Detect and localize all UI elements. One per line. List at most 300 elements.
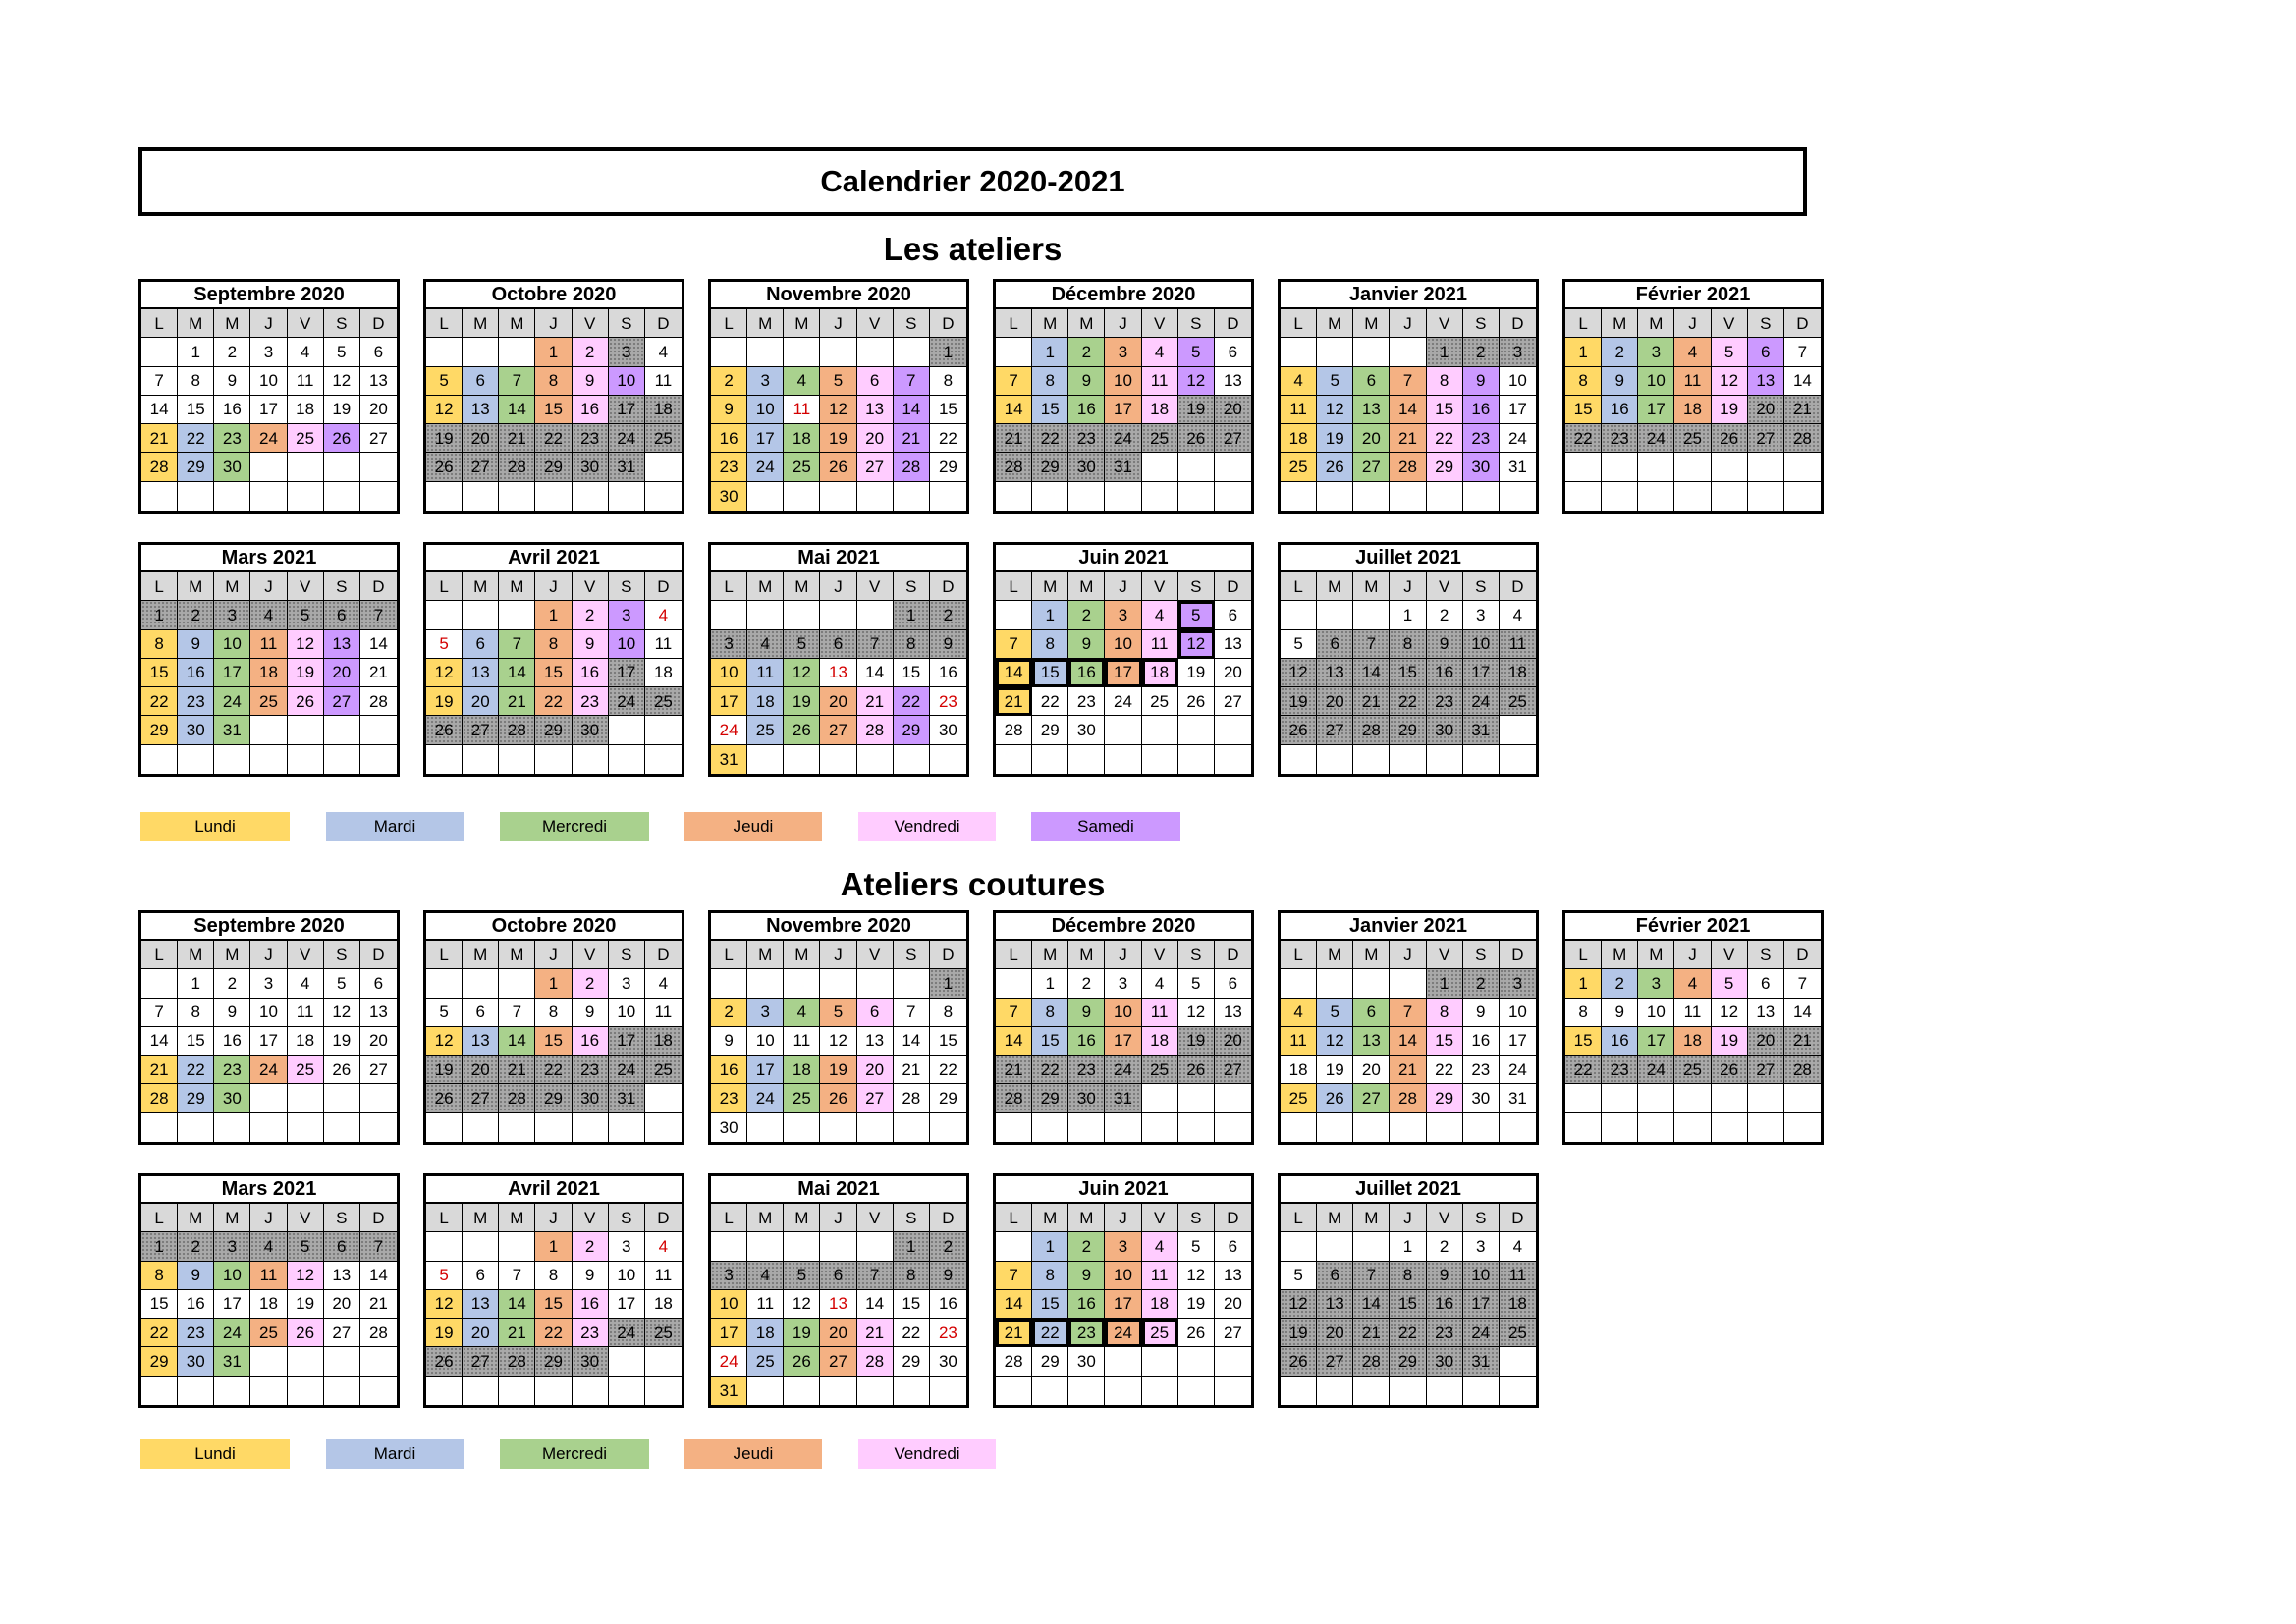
month-calendar xyxy=(993,542,1254,777)
day-cell: 2 xyxy=(573,1232,609,1261)
weekday-header: S xyxy=(324,572,360,601)
day-cell: 4 xyxy=(1281,999,1317,1027)
day-cell: 13 xyxy=(463,1290,499,1319)
day-cell: 2 xyxy=(930,601,966,629)
day-cell: 7 xyxy=(1390,999,1426,1027)
weekday-header: S xyxy=(1463,572,1500,601)
day-cell: 9 xyxy=(1068,630,1105,659)
day-cell: 20 xyxy=(1317,1319,1353,1347)
empty-cell xyxy=(645,1084,682,1112)
weekday-header: D xyxy=(930,1204,966,1232)
day-cell: 6 xyxy=(1317,1262,1353,1290)
empty-cell xyxy=(1500,1113,1536,1142)
day-cell: 10 xyxy=(214,630,250,659)
day-cell: 18 xyxy=(645,659,682,687)
day-cell: 22 xyxy=(535,424,572,453)
empty-cell xyxy=(463,601,499,629)
day-cell: 10 xyxy=(609,1262,645,1290)
empty-cell xyxy=(1500,1347,1536,1376)
weekday-header: D xyxy=(360,941,397,969)
weekday-header: D xyxy=(930,941,966,969)
day-cell: 8 xyxy=(535,999,572,1027)
month-grid xyxy=(141,309,397,511)
day-cell: 25 xyxy=(747,716,784,744)
day-cell: 15 xyxy=(535,659,572,687)
month-grid xyxy=(1565,941,1821,1142)
empty-cell xyxy=(250,716,287,744)
empty-cell xyxy=(1215,453,1251,481)
legend-item-jeudi: Jeudi xyxy=(684,1439,822,1469)
day-cell: 23 xyxy=(1068,1056,1105,1084)
day-cell: 10 xyxy=(1105,630,1141,659)
empty-cell xyxy=(747,1232,784,1261)
day-cell: 14 xyxy=(1353,1290,1390,1319)
day-cell: 15 xyxy=(141,1290,178,1319)
weekday-header: D xyxy=(1500,572,1536,601)
weekday-header: S xyxy=(609,572,645,601)
empty-cell xyxy=(784,969,820,998)
day-cell: 15 xyxy=(1427,396,1463,424)
empty-cell xyxy=(288,1377,324,1405)
day-cell: 30 xyxy=(711,482,747,511)
day-cell: 12 xyxy=(820,1027,856,1056)
day-cell: 28 xyxy=(996,1347,1032,1376)
day-cell: 6 xyxy=(324,601,360,629)
weekday-header: L xyxy=(996,572,1032,601)
day-cell: 6 xyxy=(1215,1232,1251,1261)
day-cell: 26 xyxy=(1281,1347,1317,1376)
day-cell: 28 xyxy=(499,716,535,744)
day-cell: 19 xyxy=(1178,1027,1215,1056)
day-cell: 30 xyxy=(1463,1084,1500,1112)
empty-cell xyxy=(463,1232,499,1261)
day-cell: 13 xyxy=(324,1262,360,1290)
day-cell: 28 xyxy=(141,453,178,481)
day-cell: 3 xyxy=(747,367,784,396)
day-cell: 6 xyxy=(857,367,894,396)
day-cell: 20 xyxy=(1748,396,1784,424)
weekday-header: L xyxy=(1565,941,1602,969)
day-cell: 22 xyxy=(178,1056,214,1084)
weekday-header: M xyxy=(1353,941,1390,969)
day-cell: 20 xyxy=(1317,687,1353,716)
weekday-header: M xyxy=(747,572,784,601)
day-cell: 6 xyxy=(1215,969,1251,998)
day-cell: 24 xyxy=(609,1056,645,1084)
day-cell: 11 xyxy=(645,1262,682,1290)
day-cell: 29 xyxy=(1390,1347,1426,1376)
day-cell: 20 xyxy=(360,396,397,424)
empty-cell xyxy=(288,716,324,744)
empty-cell xyxy=(573,1377,609,1405)
weekday-header: J xyxy=(250,1204,287,1232)
day-cell: 17 xyxy=(609,1027,645,1056)
month-calendar xyxy=(993,910,1254,1145)
empty-cell xyxy=(1390,745,1426,774)
day-cell: 13 xyxy=(820,659,856,687)
empty-cell xyxy=(499,1377,535,1405)
day-cell: 23 xyxy=(178,687,214,716)
month-grid xyxy=(426,1204,682,1405)
day-cell: 11 xyxy=(747,659,784,687)
day-cell: 12 xyxy=(1178,630,1215,659)
day-cell: 4 xyxy=(250,1232,287,1261)
day-cell: 10 xyxy=(747,396,784,424)
day-cell: 12 xyxy=(324,367,360,396)
day-cell: 5 xyxy=(1178,969,1215,998)
day-cell: 6 xyxy=(1215,601,1251,629)
weekday-header: V xyxy=(1427,572,1463,601)
weekday-header: J xyxy=(535,941,572,969)
weekday-header: S xyxy=(894,309,930,338)
empty-cell xyxy=(1178,1347,1215,1376)
day-cell: 30 xyxy=(711,1113,747,1142)
weekday-header: L xyxy=(1281,941,1317,969)
empty-cell xyxy=(250,453,287,481)
day-cell: 3 xyxy=(609,969,645,998)
day-cell: 29 xyxy=(535,453,572,481)
day-cell: 28 xyxy=(1784,424,1821,453)
empty-cell xyxy=(1032,482,1068,511)
empty-cell xyxy=(573,745,609,774)
legend-item-vendredi: Vendredi xyxy=(858,1439,996,1469)
day-cell: 17 xyxy=(1463,1290,1500,1319)
day-cell: 16 xyxy=(930,659,966,687)
day-cell: 10 xyxy=(250,367,287,396)
day-cell: 5 xyxy=(1178,1232,1215,1261)
day-cell: 3 xyxy=(1500,969,1536,998)
day-cell: 3 xyxy=(1105,338,1141,366)
day-cell: 17 xyxy=(1638,396,1674,424)
legend-item-mercredi: Mercredi xyxy=(500,1439,649,1469)
day-cell: 16 xyxy=(573,1290,609,1319)
day-cell: 5 xyxy=(820,367,856,396)
empty-cell xyxy=(360,1113,397,1142)
weekday-header: D xyxy=(360,309,397,338)
day-cell: 8 xyxy=(141,630,178,659)
day-cell: 21 xyxy=(894,1056,930,1084)
day-cell: 25 xyxy=(784,1084,820,1112)
day-cell: 30 xyxy=(1068,716,1105,744)
day-cell: 29 xyxy=(930,453,966,481)
day-cell: 27 xyxy=(463,716,499,744)
empty-cell xyxy=(1712,1113,1748,1142)
day-cell: 25 xyxy=(645,1319,682,1347)
weekday-header: M xyxy=(463,941,499,969)
day-cell: 7 xyxy=(1390,367,1426,396)
day-cell: 20 xyxy=(324,659,360,687)
day-cell: 16 xyxy=(1602,396,1638,424)
day-cell: 15 xyxy=(535,1027,572,1056)
day-cell: 18 xyxy=(747,1319,784,1347)
day-cell: 22 xyxy=(535,1056,572,1084)
day-cell: 6 xyxy=(360,338,397,366)
day-cell: 4 xyxy=(1674,969,1711,998)
day-cell: 30 xyxy=(930,1347,966,1376)
day-cell: 20 xyxy=(820,1319,856,1347)
day-cell: 23 xyxy=(1427,1319,1463,1347)
weekday-header: D xyxy=(1784,309,1821,338)
month-name: Novembre 2020 xyxy=(711,913,966,941)
weekday-header: V xyxy=(1712,941,1748,969)
day-cell: 13 xyxy=(820,1290,856,1319)
day-cell: 13 xyxy=(1353,1027,1390,1056)
day-cell: 26 xyxy=(820,1084,856,1112)
day-cell: 15 xyxy=(1390,659,1426,687)
weekday-header: D xyxy=(1500,1204,1536,1232)
day-cell: 24 xyxy=(250,1056,287,1084)
day-cell: 13 xyxy=(1353,396,1390,424)
day-cell: 19 xyxy=(288,1290,324,1319)
day-cell: 7 xyxy=(857,1262,894,1290)
day-cell: 1 xyxy=(930,969,966,998)
weekday-header: S xyxy=(324,309,360,338)
empty-cell xyxy=(1142,1377,1178,1405)
day-cell: 14 xyxy=(996,1290,1032,1319)
day-cell: 27 xyxy=(857,453,894,481)
day-cell: 8 xyxy=(535,630,572,659)
day-cell: 22 xyxy=(894,1319,930,1347)
empty-cell xyxy=(1712,482,1748,511)
day-cell: 21 xyxy=(857,687,894,716)
month-name: Octobre 2020 xyxy=(426,913,682,941)
day-cell: 31 xyxy=(1500,453,1536,481)
day-cell: 25 xyxy=(1142,687,1178,716)
empty-cell xyxy=(214,482,250,511)
day-cell: 16 xyxy=(1068,659,1105,687)
page-title: Calendrier 2020-2021 xyxy=(138,147,1807,216)
day-cell: 13 xyxy=(1215,999,1251,1027)
day-cell: 31 xyxy=(1500,1084,1536,1112)
day-cell: 4 xyxy=(1674,338,1711,366)
day-cell: 19 xyxy=(1317,1056,1353,1084)
empty-cell xyxy=(711,601,747,629)
legend-item-lundi: Lundi xyxy=(140,812,290,841)
day-cell: 12 xyxy=(820,396,856,424)
weekday-header: S xyxy=(894,572,930,601)
day-cell: 1 xyxy=(930,338,966,366)
empty-cell xyxy=(1317,1377,1353,1405)
day-cell: 18 xyxy=(288,1027,324,1056)
day-cell: 12 xyxy=(1281,659,1317,687)
day-cell: 8 xyxy=(1032,1262,1068,1290)
day-cell: 11 xyxy=(1142,999,1178,1027)
day-cell: 12 xyxy=(426,1027,463,1056)
day-cell: 22 xyxy=(535,1319,572,1347)
empty-cell xyxy=(1317,1113,1353,1142)
weekday-header: M xyxy=(499,572,535,601)
day-cell: 31 xyxy=(711,745,747,774)
month-name: Septembre 2020 xyxy=(141,282,397,309)
month-grid xyxy=(426,309,682,511)
day-cell: 31 xyxy=(214,1347,250,1376)
empty-cell xyxy=(747,1377,784,1405)
empty-cell xyxy=(1390,338,1426,366)
day-cell: 31 xyxy=(609,453,645,481)
day-cell: 12 xyxy=(1178,367,1215,396)
empty-cell xyxy=(324,482,360,511)
day-cell: 5 xyxy=(426,630,463,659)
month-name: Octobre 2020 xyxy=(426,282,682,309)
weekday-header: V xyxy=(1427,309,1463,338)
day-cell: 27 xyxy=(1215,687,1251,716)
empty-cell xyxy=(288,1347,324,1376)
empty-cell xyxy=(645,1377,682,1405)
day-cell: 15 xyxy=(1032,1290,1068,1319)
day-cell: 21 xyxy=(894,424,930,453)
day-cell: 23 xyxy=(573,687,609,716)
day-cell: 1 xyxy=(1565,969,1602,998)
day-cell: 2 xyxy=(1602,338,1638,366)
day-cell: 17 xyxy=(1105,1290,1141,1319)
weekday-header: D xyxy=(360,572,397,601)
empty-cell xyxy=(1748,453,1784,481)
day-cell: 31 xyxy=(214,716,250,744)
weekday-header: J xyxy=(1674,941,1711,969)
empty-cell xyxy=(1353,745,1390,774)
empty-cell xyxy=(1032,1377,1068,1405)
day-cell: 30 xyxy=(1068,1084,1105,1112)
day-cell: 18 xyxy=(1281,1056,1317,1084)
day-cell: 12 xyxy=(1317,1027,1353,1056)
empty-cell xyxy=(288,453,324,481)
day-cell: 24 xyxy=(747,453,784,481)
day-cell: 17 xyxy=(1105,659,1141,687)
empty-cell xyxy=(499,601,535,629)
empty-cell xyxy=(1463,1113,1500,1142)
empty-cell xyxy=(360,1377,397,1405)
day-cell: 1 xyxy=(1032,1232,1068,1261)
day-cell: 4 xyxy=(1281,367,1317,396)
day-cell: 16 xyxy=(1068,1290,1105,1319)
day-cell: 15 xyxy=(1032,1027,1068,1056)
month-grid xyxy=(996,309,1251,511)
day-cell: 28 xyxy=(499,1347,535,1376)
weekday-header: S xyxy=(1463,1204,1500,1232)
day-cell: 11 xyxy=(1674,999,1711,1027)
weekday-header: V xyxy=(1427,941,1463,969)
day-cell: 10 xyxy=(1638,367,1674,396)
day-cell: 12 xyxy=(1178,999,1215,1027)
day-cell: 14 xyxy=(1784,367,1821,396)
empty-cell xyxy=(1602,1084,1638,1112)
day-cell: 27 xyxy=(463,453,499,481)
day-cell: 13 xyxy=(1748,999,1784,1027)
weekday-header: S xyxy=(609,309,645,338)
day-cell: 18 xyxy=(1142,396,1178,424)
day-cell: 9 xyxy=(573,367,609,396)
day-cell: 26 xyxy=(288,687,324,716)
weekday-header: L xyxy=(426,941,463,969)
day-cell: 7 xyxy=(360,1232,397,1261)
empty-cell xyxy=(1748,1113,1784,1142)
day-cell: 12 xyxy=(324,999,360,1027)
empty-cell xyxy=(463,1377,499,1405)
weekday-header: J xyxy=(535,572,572,601)
day-cell: 4 xyxy=(784,367,820,396)
weekday-header: M xyxy=(1032,572,1068,601)
day-cell: 25 xyxy=(645,424,682,453)
empty-cell xyxy=(250,1377,287,1405)
day-cell: 31 xyxy=(1463,1347,1500,1376)
day-cell: 24 xyxy=(1638,1056,1674,1084)
empty-cell xyxy=(463,745,499,774)
weekday-header: D xyxy=(1784,941,1821,969)
day-cell: 3 xyxy=(1500,338,1536,366)
day-cell: 6 xyxy=(324,1232,360,1261)
day-cell: 25 xyxy=(250,687,287,716)
day-cell: 13 xyxy=(463,1027,499,1056)
day-cell: 28 xyxy=(996,453,1032,481)
empty-cell xyxy=(178,1377,214,1405)
empty-cell xyxy=(645,1347,682,1376)
empty-cell xyxy=(1178,1377,1215,1405)
weekday-header: M xyxy=(214,309,250,338)
empty-cell xyxy=(1281,1232,1317,1261)
day-cell: 22 xyxy=(141,687,178,716)
day-cell: 21 xyxy=(360,659,397,687)
day-cell: 28 xyxy=(360,1319,397,1347)
day-cell: 25 xyxy=(645,1056,682,1084)
empty-cell xyxy=(609,1347,645,1376)
empty-cell xyxy=(1281,482,1317,511)
day-cell: 15 xyxy=(141,659,178,687)
empty-cell xyxy=(645,716,682,744)
empty-cell xyxy=(573,1113,609,1142)
day-cell: 26 xyxy=(1178,687,1215,716)
empty-cell xyxy=(426,969,463,998)
weekday-header: S xyxy=(609,941,645,969)
day-cell: 8 xyxy=(178,999,214,1027)
empty-cell xyxy=(894,1113,930,1142)
day-cell: 3 xyxy=(214,601,250,629)
empty-cell xyxy=(1784,482,1821,511)
day-cell: 4 xyxy=(1142,969,1178,998)
day-cell: 14 xyxy=(1390,396,1426,424)
weekday-header: D xyxy=(1215,941,1251,969)
weekday-header: M xyxy=(214,1204,250,1232)
day-cell: 1 xyxy=(535,1232,572,1261)
day-cell: 2 xyxy=(1602,969,1638,998)
day-cell: 18 xyxy=(1500,659,1536,687)
day-cell: 23 xyxy=(1602,1056,1638,1084)
month-grid xyxy=(1281,1204,1536,1405)
day-cell: 25 xyxy=(250,1319,287,1347)
day-cell: 28 xyxy=(1353,716,1390,744)
weekday-header: M xyxy=(499,309,535,338)
weekday-header: J xyxy=(1390,941,1426,969)
day-cell: 16 xyxy=(711,424,747,453)
day-cell: 10 xyxy=(214,1262,250,1290)
day-cell: 4 xyxy=(1500,601,1536,629)
empty-cell xyxy=(1353,1113,1390,1142)
day-cell: 9 xyxy=(1602,367,1638,396)
empty-cell xyxy=(857,1113,894,1142)
day-cell: 9 xyxy=(1463,367,1500,396)
day-cell: 22 xyxy=(1032,1056,1068,1084)
weekday-header: L xyxy=(1565,309,1602,338)
day-cell: 14 xyxy=(499,1027,535,1056)
day-cell: 22 xyxy=(1427,424,1463,453)
month-calendar xyxy=(1278,1173,1539,1408)
legend-item-mercredi: Mercredi xyxy=(500,812,649,841)
day-cell: 13 xyxy=(360,367,397,396)
empty-cell xyxy=(784,338,820,366)
day-cell: 11 xyxy=(1281,1027,1317,1056)
weekday-header: J xyxy=(535,309,572,338)
day-cell: 15 xyxy=(1390,1290,1426,1319)
empty-cell xyxy=(820,1232,856,1261)
